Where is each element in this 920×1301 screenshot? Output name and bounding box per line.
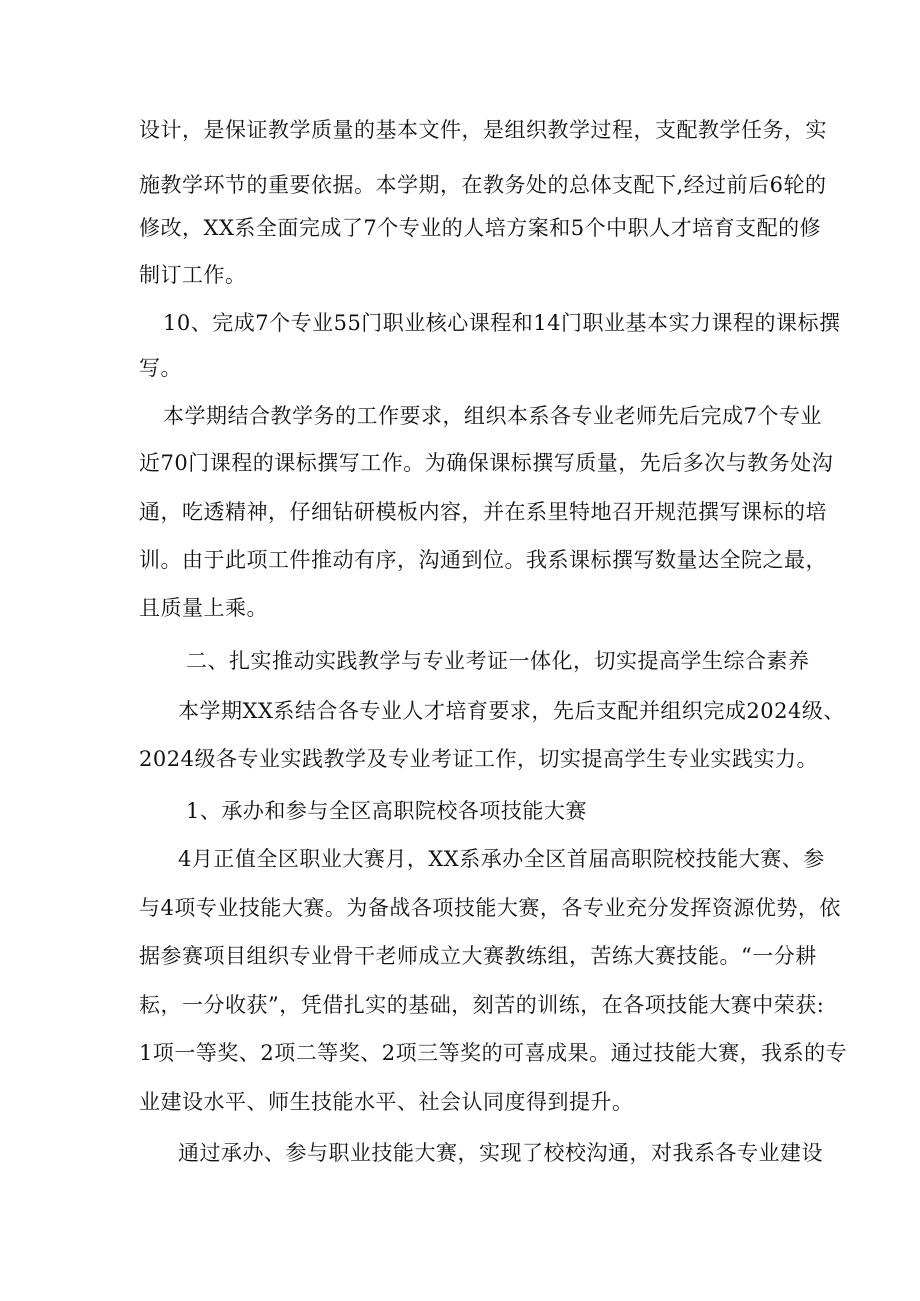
text-line: 2024级各专业实践教学及专业考证工作，切实提高学生专业实践实力。 (139, 747, 818, 771)
text-line: 耘，一分收获”，凭借扎实的基础，刻苦的训练，在各项技能大赛中荣获: (139, 993, 825, 1017)
text-line: 业建设水平、师生技能水平、社会认同度得到提升。 (139, 1090, 634, 1114)
text-line: 修改，XX系全面完成了7个专业的人培方案和5个中职人才培育支配的修 (139, 216, 822, 240)
text-line: 10、完成7个专业55门职业核心课程和14门职业基本实力课程的课标撰 (163, 311, 841, 335)
text-line: 通，吃透精神，仔细钻研模板内容，并在系里特地召开规范撰写课标的培 (139, 500, 827, 524)
text-line: 设计，是保证教学质量的基本文件，是组织教学过程，支配教学任务，实 (139, 118, 827, 142)
text-line: 写。 (139, 356, 182, 380)
text-line: 通过承办、参与职业技能大赛，实现了校校沟通，对我系各专业建设 (178, 1141, 823, 1165)
text-line: 4月正值全区职业大赛月，XX系承办全区首届高职院校技能大赛、参 (178, 847, 825, 871)
text-line: 制订工作。 (139, 263, 247, 287)
text-line: 与4项专业技能大赛。为备战各项技能大赛，各专业充分发挥资源优势，依 (139, 896, 841, 920)
subsection-heading: 1、承办和参与全区高职院校各项技能大赛 (186, 799, 587, 823)
text-line: 本学期结合教学务的工作要求，组织本系各专业老师先后完成7个专业 (163, 404, 822, 428)
text-line: 近70门课程的课标撰写工作。为确保课标撰写质量，先后多次与教务处沟 (139, 451, 834, 475)
text-line: 训。由于此项工件推动有序，沟通到位。我系课标撰写数量达全院之最， (139, 548, 827, 572)
text-line: 且质量上乘。 (139, 596, 268, 620)
text-line: 本学期XX系结合各专业人才培育要求，先后支配并组织完成2024级、 (178, 699, 845, 723)
text-line: 1项一等奖、2项二等奖、2项三等奖的可喜成果。通过技能大赛，我系的专 (139, 1041, 848, 1065)
text-line: 据参赛项目组织专业骨干老师成立大赛教练组，苦练大赛技能。“一分耕 (139, 944, 817, 968)
text-line: 施教学环节的重要依据。本学期，在教务处的总体支配下,经过前后6轮的 (139, 173, 827, 197)
section-heading: 二、扎实推动实践教学与专业考证一体化，切实提高学生综合素养 (186, 649, 810, 673)
